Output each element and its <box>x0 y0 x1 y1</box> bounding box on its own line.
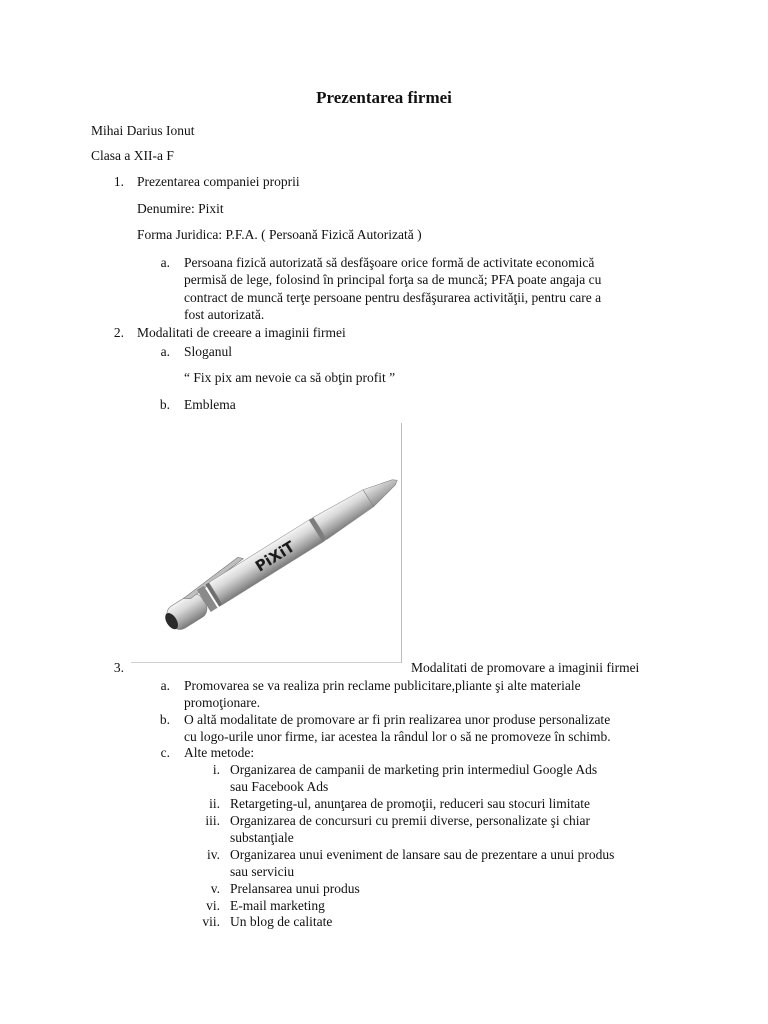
sub-iv-marker: iv. <box>207 847 220 862</box>
sub-i-line-2: sau Facebook Ads <box>230 779 329 794</box>
s1-item-a-line-4: fost autorizată. <box>184 307 265 322</box>
pen-logo-text: PiXiT <box>252 537 299 576</box>
s3-item-a-line-1: Promovarea se va realiza prin reclame publicitare,pliante şi alte materiale <box>184 678 581 693</box>
denumire-line: Denumire: Pixit <box>137 201 224 216</box>
sub-vii-text: Un blog de calitate <box>230 914 333 929</box>
s3-item-a-line-2: promoţionare. <box>184 695 261 710</box>
s2-item-b-marker: b. <box>159 397 170 412</box>
s1-item-a-line-1: Persoana fizică autorizată să desfăşoare orice formă de activitate economică <box>184 255 595 270</box>
sub-vi-text: E-mail marketing <box>230 898 325 913</box>
sub-ii-text: Retargeting-ul, anunţarea de promoţii, reduceri sau stocuri limitate <box>230 796 591 811</box>
s2-item-a-text: Sloganul <box>184 344 233 359</box>
sub-i-marker: i. <box>212 762 220 777</box>
sub-ii-marker: ii. <box>209 796 220 811</box>
forma-juridica-line: Forma Juridica: P.F.A. ( Persoană Fizică Autorizată ) <box>137 227 422 242</box>
pen-illustration <box>131 423 401 662</box>
s3-item-b-marker: b. <box>159 712 170 727</box>
sub-iii-line-2: substanţiale <box>230 830 294 845</box>
sub-iii-line-1: Organizarea de concursuri cu premii diverse, personalizate şi chiar <box>230 813 590 828</box>
slogan-text: “ Fix pix am nevoie ca să obţin profit ” <box>184 370 396 385</box>
section-1-heading: Prezentarea companiei proprii <box>137 174 300 189</box>
sub-v-text: Prelansarea unui produs <box>230 881 360 896</box>
s3-item-b-line-2: cu logo-urile unor firme, iar acestea la rândul lor o să ne promoveze în schimb. <box>184 729 611 744</box>
s3-item-c-text: Alte metode: <box>184 745 255 760</box>
sub-i-line-1: Organizarea de campanii de marketing prin intermediul Google Ads <box>230 762 598 777</box>
s3-item-a-marker: a. <box>160 678 170 693</box>
sub-iv-line-1: Organizarea unui eveniment de lansare sau de prezentare a unui produs <box>230 847 615 862</box>
sub-vii-marker: vii. <box>202 914 220 929</box>
s3-item-b-line-1: O altă modalitate de promovare ar fi prin realizarea unor produse personalizate <box>184 712 611 727</box>
s2-item-a-marker: a. <box>160 344 170 359</box>
sub-v-marker: v. <box>210 881 220 896</box>
s3-item-c-marker: c. <box>160 745 170 760</box>
section-1-number: 1. <box>113 174 124 189</box>
s2-item-b-text: Emblema <box>184 397 236 412</box>
section-3-heading: Modalitati de promovare a imaginii firmei <box>411 660 640 675</box>
s1-item-a-line-3: contract de muncă terţe persoane pentru desfăşurarea activităţii, pentru care a <box>184 290 602 305</box>
page-title: Prezentarea firmei <box>316 88 452 107</box>
section-3-number: 3. <box>113 660 124 675</box>
sub-iv-line-2: sau serviciu <box>230 864 295 879</box>
section-2-heading: Modalitati de creeare a imaginii firmei <box>137 325 346 340</box>
class-name: Clasa a XII-a F <box>91 148 174 163</box>
s1-item-a-line-2: permisă de lege, folosind în principal forţa sa de muncă; PFA poate angaja cu <box>184 272 602 287</box>
sub-iii-marker: iii. <box>205 813 220 828</box>
author-name: Mihai Darius Ionut <box>91 123 195 138</box>
sub-vi-marker: vi. <box>206 898 220 913</box>
section-2-number: 2. <box>113 325 124 340</box>
s1-item-a-marker: a. <box>160 255 170 270</box>
emblem-image <box>131 423 402 663</box>
